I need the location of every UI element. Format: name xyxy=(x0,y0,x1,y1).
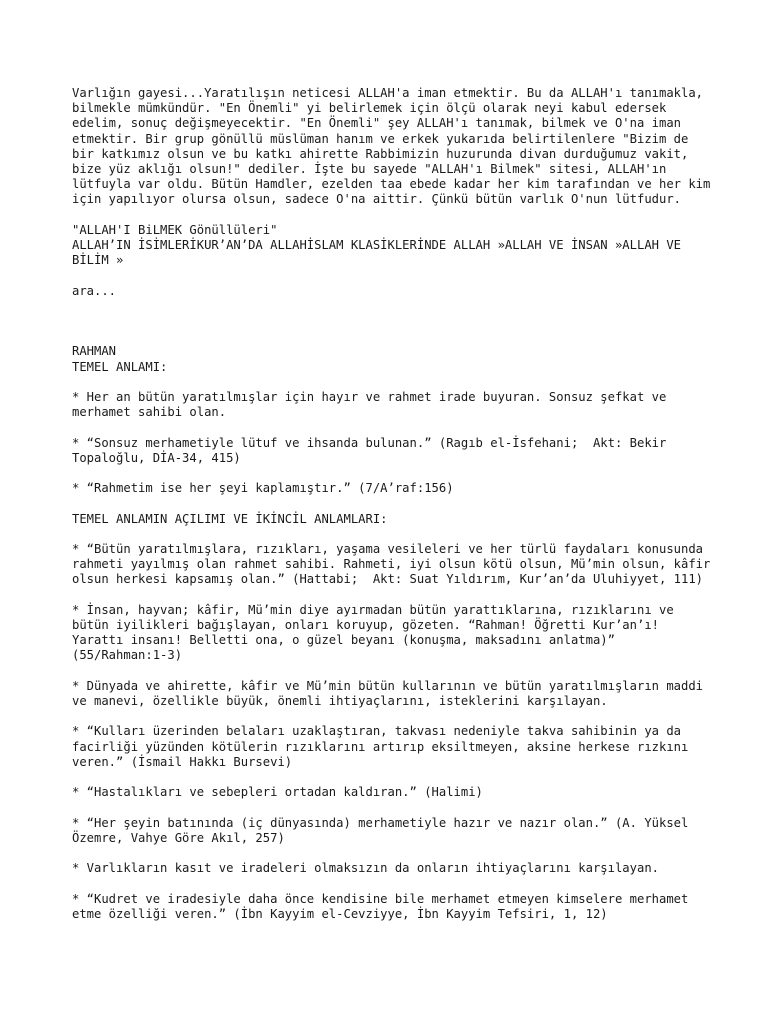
nav-links-line[interactable]: ALLAH’IN İSİMLERİKUR’AN’DA ALLAHİSLAM KLASİKLERİNDE ALLAH »ALLAH VE İNSAN »ALLAH VE BİLİM » xyxy=(72,238,689,268)
document-body xyxy=(72,86,718,922)
intro-paragraph: Varlığın gayesi...Yaratılışın neticesi ALLAH'a iman etmektir. Bu da ALLAH'ı tanımakla, bilmekle mümkündür. "En Önemli" yi belirlemek için ölçü olarak neyi kabul edersek edelim, sonuç değişmeyecektir. "En Önemli" şey ALLAH'ı tanımak, bilmek ve O'na iman etmektir. Bir grup gönüllü müslüman hanım ve erkek yukarıda belirtilenlere "Bizim de bir katkımız olsun ve bu katkı ahirette Rabbimizin huzurunda divan durduğumuz vakit, bize yüz aklığı olsun!" dediler. İşte bu sayede "ALLAH'ı Bilmek" sitesi, ALLAH'ın lütfuyla var oldu. Bütün Hamdler, ezelden taa ebede kadar her kim tarafından ve her kim için yapılıyor olursa olsun, sadece O'na aittir. Çünkü bütün varlık O'nun lütfudur. xyxy=(72,86,718,207)
spacer xyxy=(72,466,712,481)
section1-item: * “Sonsuz merhametiyle lütuf ve ihsanda bulunan.” (Ragıb el-İsfehani; Akt: Bekir Topaloğlu, DİA-34, 415) xyxy=(72,435,674,465)
spacer xyxy=(72,709,712,724)
spacer xyxy=(72,588,712,603)
spacer xyxy=(72,375,712,390)
section2-item: * İnsan, hayvan; kâfir, Mü’min diye ayırmadan bütün yarattıklarına, rızıklarını ve bütün iyilikleri bağışlayan, onları koruyup, gözeten. “Rahman! Öğretti Kur’an’ı! Yarattı insanı! Belletti ona, o güzel beyanı (konuşma, maksadını anlatma)” (55/Rahman:1-3) xyxy=(72,602,682,663)
section2-item: * Dünyada ve ahirette, kâfir ve Mü’min bütün kullarının ve bütün yaratılmışların maddi ve manevi, özellikle büyük, önemli ihtiyaçlarını, isteklerini karşılayan. xyxy=(72,678,711,708)
section2-heading: TEMEL ANLAMIN AÇILIMI VE İKİNCİL ANLAMLARI: xyxy=(72,511,388,526)
spacer xyxy=(72,268,712,283)
spacer xyxy=(72,770,712,785)
section1-heading: TEMEL ANLAMI: xyxy=(72,359,168,374)
spacer xyxy=(72,876,712,891)
section2-item: * “Kulları üzerinden belaları uzaklaştıran, takvası nedeniyle takva sahibinin ya da facirliği yüzünden kötülerin rızıklarını artırıp eksiltmeyen, aksine herkese rızkını veren.” (İsmail Hakkı Bursevi) xyxy=(72,724,696,769)
spacer xyxy=(72,664,712,679)
spacer xyxy=(72,208,712,223)
spacer xyxy=(72,496,712,511)
signature-line: "ALLAH'I BiLMEK Gönüllüleri" xyxy=(72,222,278,237)
section2-item: * “Kudret ve iradesiyle daha önce kendisine bile merhamet etmeyen kimselere merhamet etme özelliği veren.” (İbn Kayyim el-Cevziyye, İbn Kayyim Tefsiri, 1, 12) xyxy=(72,891,696,921)
section1-item: * Her an bütün yaratılmışlar için hayır ve rahmet irade buyuran. Sonsuz şefkat ve merhamet sahibi olan. xyxy=(72,390,674,420)
section2-item: * “Her şeyin batınında (iç dünyasında) merhametiyle hazır ve nazır olan.” (A. Yüksel Özemre, Vahye Göre Akıl, 257) xyxy=(72,815,696,845)
spacer xyxy=(72,846,712,861)
section1-item: * “Rahmetim ise her şeyi kaplamıştır.” (7/A’raf:156) xyxy=(72,481,454,496)
spacer xyxy=(72,420,712,435)
spacer xyxy=(72,527,712,542)
section2-item: * Varlıkların kasıt ve iradeleri olmaksızın da onların ihtiyaçlarını karşılayan. xyxy=(72,861,659,876)
spacer xyxy=(72,800,712,815)
spacer xyxy=(72,299,712,345)
section2-item: * “Bütün yaratılmışlara, rızıkları, yaşama vesileleri ve her türlü faydaları konusunda rahmeti yayılmış olan rahmet sahibi. Rahmeti, iyi olsun kötü olsun, Mü’min olsun, kâfir olsun herkesi kapsamış olan.” (Hattabi; Akt: Suat Yıldırım, Kur’an’da Uluhiyyet, 111) xyxy=(72,541,718,587)
section2-item: * “Hastalıkları ve sebepleri ortadan kaldıran.” (Halimi) xyxy=(72,785,483,800)
article-name: RAHMAN xyxy=(72,344,117,359)
search-label[interactable]: ara... xyxy=(72,283,117,298)
